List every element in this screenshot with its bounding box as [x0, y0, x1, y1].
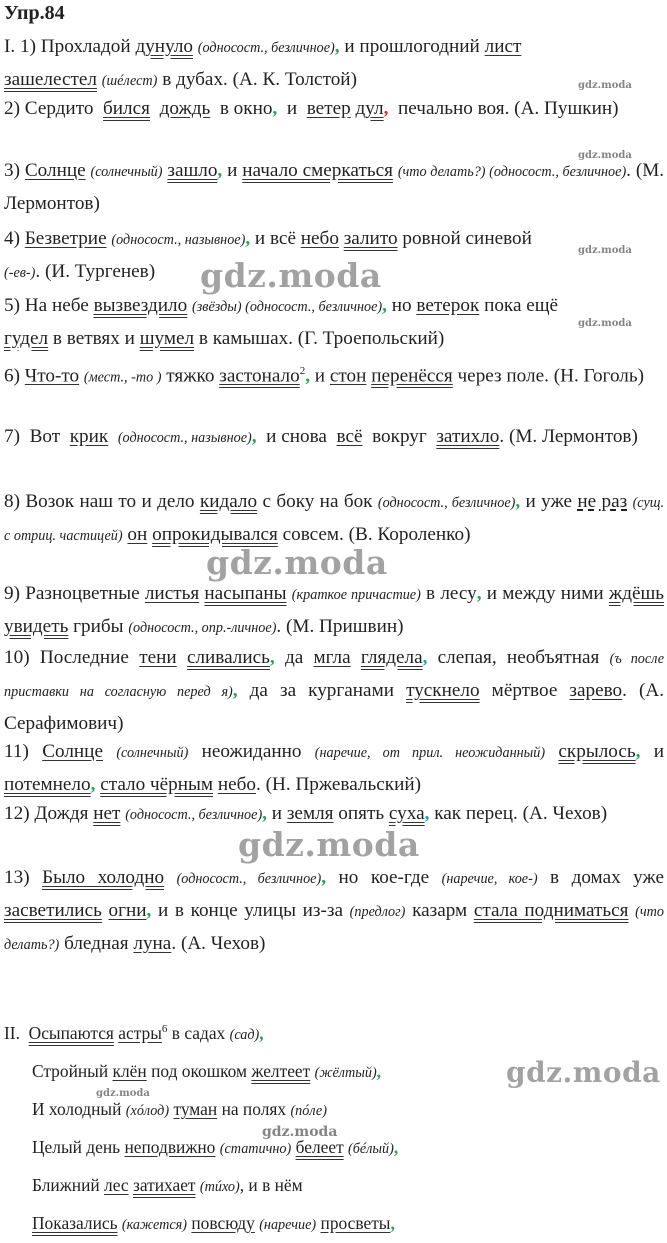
- sentence-12: 12) Дождя нет (односост., безличное), и земля опять суха, как перец. (А. Чехов): [4, 803, 608, 824]
- sentence-10: 10) Последние тени сливались, да мгла глядела, слепая, необъятная (ъ после приставки на согласную перед я), да за курганами тускнело мёртвое зарево. (А. Серафимович): [4, 647, 665, 734]
- sentence-2: 2) Сердито бился дождь в окно, и ветер дул, печально воя. (А. Пушкин): [4, 98, 619, 119]
- sentence-11: 11) Солнце (солнечный) неожиданно (наречие, от прил. неожиданный) скрылось, и потемнело, стало чёрным небо. (Н. Пржевальский): [4, 741, 665, 795]
- watermark-small: gdz.moda: [96, 1088, 150, 1099]
- sentence-1: I. 1) Прохладой дунуло (односост., безличное), и прошлогодний лист зашелестел (шéлест) в дубах. (А. К. Толстой): [4, 36, 522, 90]
- watermark-logo: gdz.moda: [206, 543, 388, 582]
- sentence-7: 7) Вот крик (односост., назывное), и снова всё вокруг затихло. (М. Лермонтов): [4, 426, 638, 447]
- sentence-5: 5) На небе вызвездило (звёзды) (односост., безличное), но ветерок пока ещё гудел в ветвях и шумел в камышах. (Г. Троепольский): [4, 295, 559, 349]
- exercise-title: Упр.84: [4, 2, 65, 24]
- watermark-small: gdz.moda: [262, 1124, 338, 1140]
- sentence-4: 4) Безветрие (односост., назывное), и всё небо залито ровной синевой (-ев-). (И. Тургенев): [4, 228, 532, 282]
- sentence-6: 6) Что-то (мест., -то ) тяжко застонало$^2$, и стон перенёсся через поле. (Н. Гоголь): [4, 365, 644, 387]
- watermark-logo: gdz.moda: [506, 1056, 661, 1089]
- watermark-logo: gdz.moda: [238, 825, 420, 864]
- watermark-small: gdz.moda: [578, 150, 632, 161]
- watermark-small: gdz.moda: [578, 80, 632, 91]
- watermark-small: gdz.moda: [578, 318, 632, 329]
- sentence-9: 9) Разноцветные листья насыпаны (краткое причастие) в лесу, и между ними ждёшь увидеть грибы (односост., опр.-личное). (М. Пришвин): [4, 583, 664, 637]
- sentence-3: 3) Солнце (солнечный) зашло, и начало смеркаться (что делать?) (односост., безличное). (М. Лермонтов): [4, 160, 665, 214]
- poem-section: II. Осыпаются астры$^6$ в садах (сад), Стройный клён под окошком желтеет (жёлтый), И холодный (хóлод) туман на полях (пóле) Целый день неподвижно (статично) белеет (бéлый), Ближний лес затихает (тúхо), и в нём Показались (кажется) повсюду (наречие) просветы,: [4, 1022, 399, 1233]
- watermark-small: gdz.moda: [578, 245, 632, 256]
- sentence-8: 8) Возок наш то и дело кидало с боку на бок (односост., безличное), и уже не раз (сущ. с отриц. частицей) он опрокидывался совсем. (В. Короленко): [4, 491, 665, 545]
- watermark-logo: gdz.moda: [200, 256, 382, 295]
- sentence-13: 13) Было холодно (односост., безличное), но кое-где (наречие, кое-) в домах уже засветились огни, и в конце улицы из-за (предлог) казарм стала подниматься (что делать?) бледная луна. (А. Чехов): [4, 867, 665, 954]
